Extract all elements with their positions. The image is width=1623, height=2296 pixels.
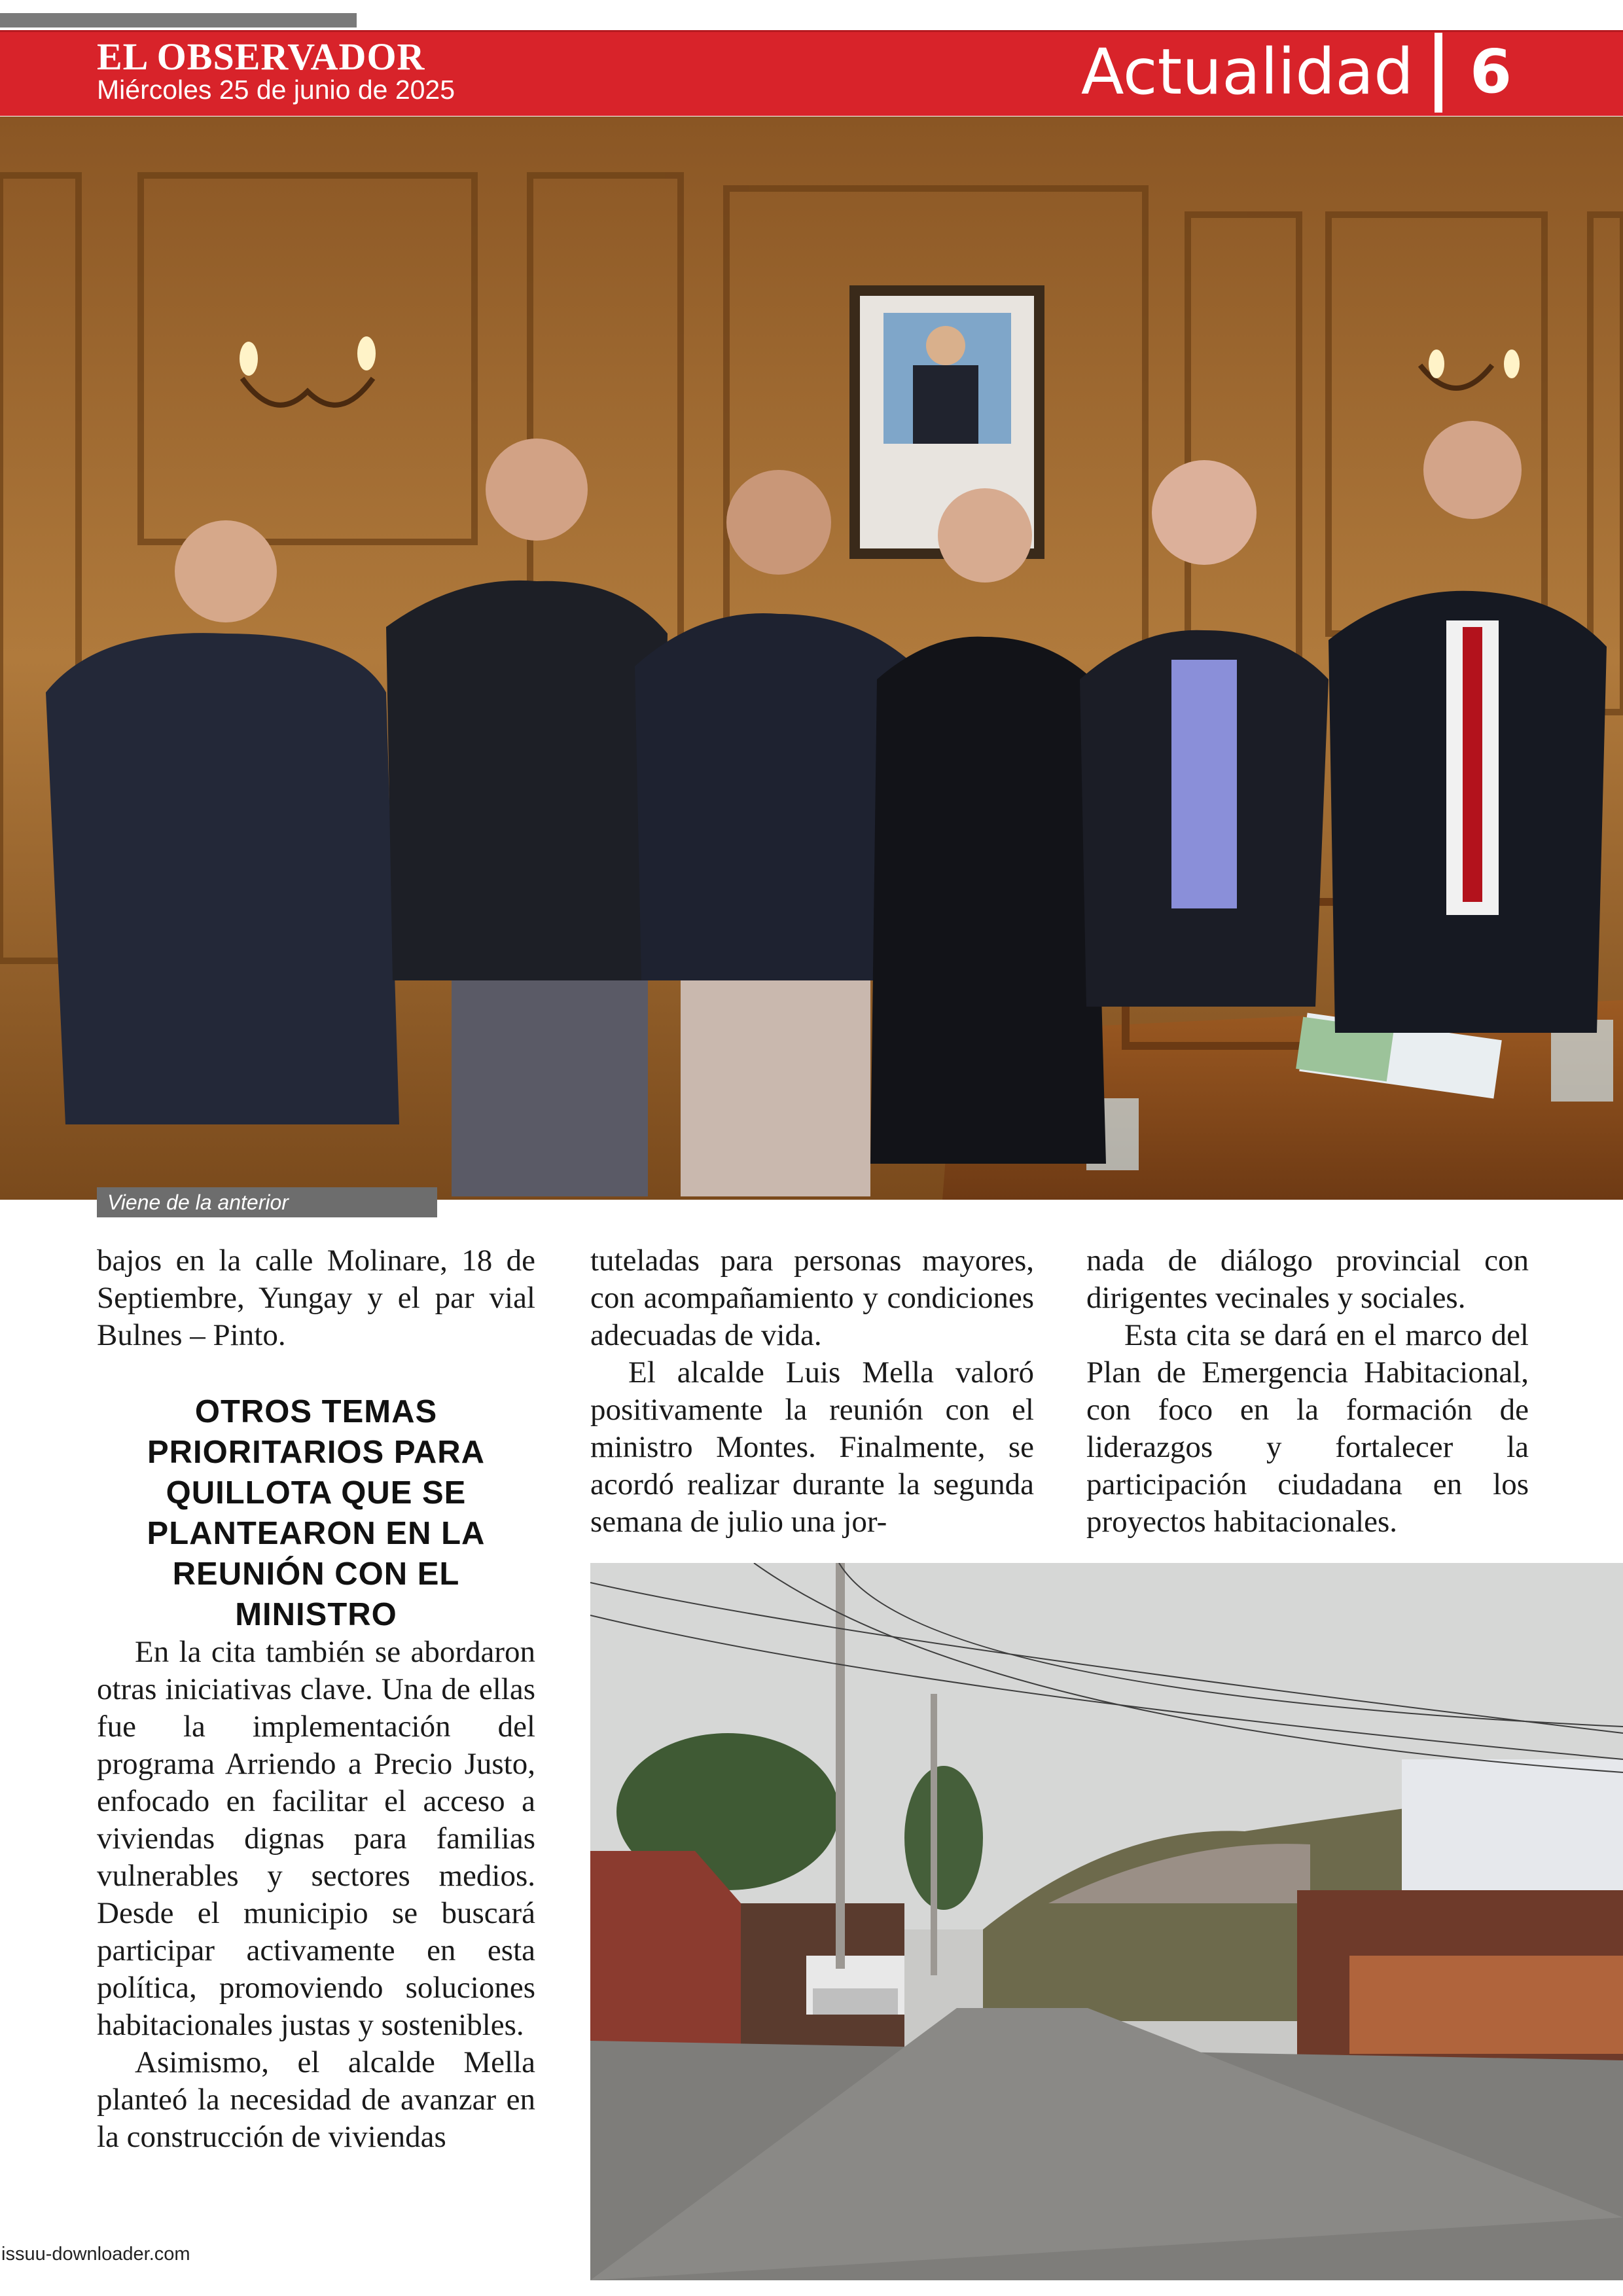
issue-date: Miércoles 25 de junio de 2025 [97,75,455,105]
section-separator [1435,33,1442,113]
group-photo [0,117,1623,1200]
article-column-1-top [97,1242,535,1354]
paragraph: nada de diálogo provincial con dirigentes vecinales y sociales. [1086,1244,1529,1315]
paragraph: tuteladas para personas mayores, con acompañamiento y condiciones adecuadas de vida. [590,1244,1034,1352]
paragraph: Asimismo, el alcalde Mella planteó la necesidad de avanzar en la construcción de viviendas [97,2045,535,2154]
section-title: Actualidad [1080,35,1414,109]
article-column-1 [97,1634,535,2156]
article-subheading: OTROS TEMAS PRIORITARIOS PARA QUILLOTA QUE SE PLANTEARON EN LA REUNIÓN CON EL MINISTRO [147,1394,486,1632]
top-gray-strip [0,13,357,27]
article-column-3 [1086,1242,1529,1541]
source-watermark: issuu-downloader.com [1,2244,190,2265]
newspaper-name: EL OBSERVADOR [97,35,425,78]
paragraph: bajos en la calle Molinare, 18 de Septiembre, Yungay y el par vial Bulnes – Pinto. [97,1244,535,1352]
continuation-tag: Viene de la anterior [97,1187,437,1217]
paragraph: En la cita también se abordaron otras iniciativas clave. Una de ellas fue la implementación del programa Arriendo a Precio Justo, enfocado en facilitar el acceso a viviendas dignas para familias vulnerables y sectores medios. Desde el municipio se buscará participar activamente en esta política, promoviendo soluciones habitacionales justas y sostenibles. [97,1635,535,2042]
paragraph: El alcalde Luis Mella valoró positivamente la reunión con el ministro Montes. Finalmente, se acordó realizar durante la segunda semana de julio una jor- [590,1355,1034,1539]
page-number: 6 [1470,37,1512,107]
street-photo [590,1563,1623,2280]
article-column-2 [590,1242,1034,1541]
paragraph: Esta cita se dará en el marco del Plan de Emergencia Habitacional, con foco en la formación de liderazgos y fortalecer la participación ciudadana en los proyectos habitacionales. [1086,1318,1529,1539]
